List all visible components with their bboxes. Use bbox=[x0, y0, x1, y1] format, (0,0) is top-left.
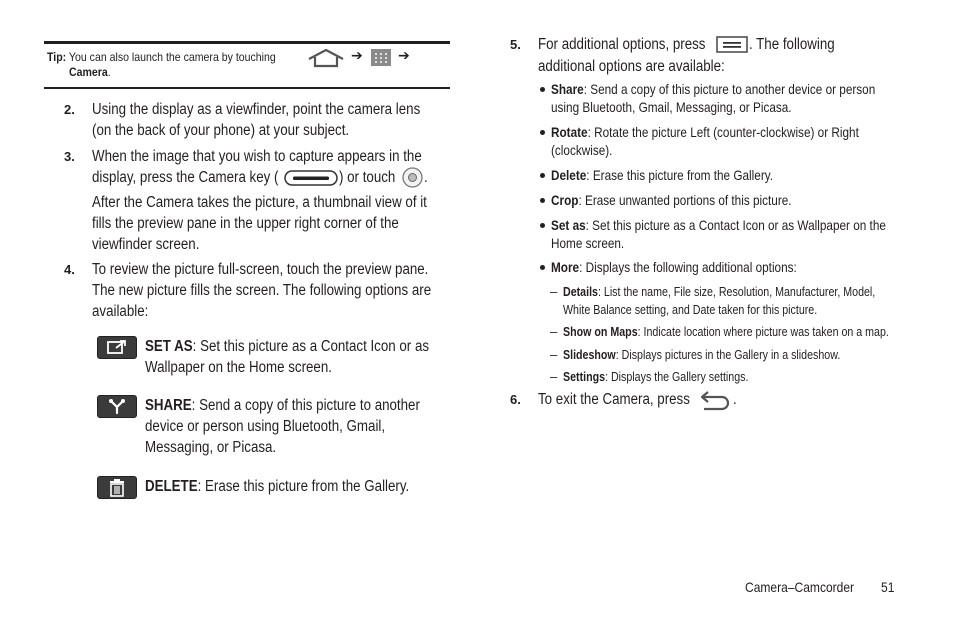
option-share-desc: : Send a copy of this picture to another bbox=[191, 397, 420, 414]
step-6-end: . bbox=[733, 391, 737, 408]
sub-details-line-2: White Balance setting, and Date taken for this picture. bbox=[563, 302, 818, 317]
bullet-rotate-line-2: (clockwise). bbox=[551, 142, 613, 158]
trash-icon bbox=[97, 476, 137, 499]
sub-details-desc: : List the name, File size, Resolution, Manufacturer, Model, bbox=[597, 284, 876, 299]
bullet-delete-line-1 bbox=[551, 166, 773, 184]
option-set-as-desc: : Set this picture as a Contact Icon or as bbox=[192, 338, 430, 355]
sub-dash: – bbox=[550, 324, 558, 339]
step-4-line-2: The new picture fills the screen. The following options are bbox=[92, 282, 432, 299]
option-set-as-line-1 bbox=[145, 336, 429, 357]
bullet-crop-line-1 bbox=[551, 191, 792, 209]
tip-text: You can also launch the camera by touching bbox=[68, 50, 276, 64]
tip-end: . bbox=[107, 65, 111, 79]
step-3-line-2a: display, press the Camera key ( bbox=[92, 169, 279, 186]
bullet-rotate-desc: : Rotate the picture Left (counter-clockwise) or Right bbox=[587, 124, 859, 140]
share-icon bbox=[97, 395, 137, 418]
step-2-number: 2. bbox=[64, 102, 75, 117]
option-delete-desc: : Erase this picture from the Gallery. bbox=[197, 478, 410, 495]
bullet-share-desc: : Send a copy of this picture to another device or person bbox=[583, 81, 876, 97]
bullet-set-as-name: Set as bbox=[551, 217, 586, 233]
bullet-dot bbox=[540, 173, 545, 178]
set-as-icon bbox=[97, 336, 137, 359]
bullet-more-desc: : Displays the following additional options: bbox=[579, 259, 797, 275]
bullet-dot bbox=[540, 198, 545, 203]
step-3-line-2b: ) or touch bbox=[339, 169, 396, 186]
bullet-dot bbox=[540, 130, 545, 135]
step-2-line-1: Using the display as a viewfinder, point the camera lens bbox=[92, 101, 421, 118]
tip-line-2 bbox=[69, 65, 111, 80]
bullet-rotate-name: Rotate bbox=[551, 124, 588, 140]
step-3-para-2-line-1: After the Camera takes the picture, a thumbnail view of it bbox=[92, 194, 427, 211]
back-key-icon bbox=[698, 388, 732, 412]
bullet-set-as-desc: : Set this picture as a Contact Icon or as Wallpaper on the bbox=[585, 217, 886, 233]
step-5-number: 5. bbox=[510, 37, 521, 52]
bullet-share-name: Share bbox=[551, 81, 584, 97]
sub-details-name: Details bbox=[563, 284, 598, 299]
bullet-dot bbox=[540, 87, 545, 92]
sub-settings-name: Settings bbox=[563, 369, 606, 384]
tip-target: Camera bbox=[69, 65, 108, 79]
step-3-number: 3. bbox=[64, 149, 75, 164]
sub-show-on-maps-line-1 bbox=[563, 323, 889, 341]
step-4-number: 4. bbox=[64, 262, 75, 277]
bullet-delete-desc: : Erase this picture from the Gallery. bbox=[586, 167, 774, 183]
bullet-dot bbox=[540, 223, 545, 228]
option-share-line-2: device or person using Bluetooth, Gmail, bbox=[145, 418, 386, 435]
option-share-line-3: Messaging, or Picasa. bbox=[145, 439, 277, 456]
bullet-crop-name: Crop bbox=[551, 192, 579, 208]
bullet-dot bbox=[540, 265, 545, 270]
sub-slideshow-name: Slideshow bbox=[563, 347, 616, 362]
bullet-set-as-line-2: Home screen. bbox=[551, 235, 625, 251]
sub-slideshow-line-1 bbox=[563, 346, 840, 364]
step-3-line-1: When the image that you wish to capture appears in the bbox=[92, 148, 422, 165]
step-4-line-1: To review the picture full-screen, touch the preview pane. bbox=[92, 261, 429, 278]
footer-page-number: 51 bbox=[881, 579, 895, 595]
step-2-line-2: (on the back of your phone) at your subject. bbox=[92, 122, 350, 139]
bullet-delete-name: Delete bbox=[551, 167, 587, 183]
option-delete-line-1 bbox=[145, 476, 409, 497]
step-6-text: To exit the Camera, press bbox=[538, 391, 690, 408]
option-set-as-name: SET AS bbox=[145, 338, 193, 355]
tip-arrow-2: ➔ bbox=[398, 47, 410, 63]
sub-show-on-maps-name: Show on Maps bbox=[563, 324, 638, 339]
step-3-para-2-line-2: fills the preview pane in the upper right corner of the bbox=[92, 215, 399, 232]
sub-settings-line-1 bbox=[563, 368, 748, 386]
bullet-share-line-2: using Bluetooth, Gmail, Messaging, or Picasa. bbox=[551, 99, 792, 115]
sub-details-line-1 bbox=[563, 283, 875, 301]
option-delete-name: DELETE bbox=[145, 478, 198, 495]
apps-grid-icon bbox=[371, 49, 391, 66]
step-3-para-2-line-3: viewfinder screen. bbox=[92, 236, 200, 253]
bullet-crop-desc: : Erase unwanted portions of this picture. bbox=[578, 192, 792, 208]
option-set-as-line-2: Wallpaper on the Home screen. bbox=[145, 359, 332, 376]
camera-key-icon bbox=[284, 170, 338, 186]
step-5-line-1a: For additional options, press bbox=[538, 36, 706, 53]
sub-slideshow-desc: : Displays pictures in the Gallery in a slideshow. bbox=[615, 347, 841, 362]
home-icon bbox=[307, 48, 345, 68]
sub-dash: – bbox=[550, 347, 558, 362]
option-share-line-1 bbox=[145, 395, 420, 416]
step-6-number: 6. bbox=[510, 392, 521, 407]
bullet-share-line-1 bbox=[551, 80, 875, 98]
sub-dash: – bbox=[550, 369, 558, 384]
step-4-line-3: available: bbox=[92, 303, 149, 320]
sub-dash: – bbox=[550, 284, 558, 299]
step-5-line-1b: . The following bbox=[749, 36, 835, 53]
step-3-line-2c: . bbox=[424, 169, 428, 186]
bullet-set-as-line-1 bbox=[551, 216, 886, 234]
tip-arrow-1: ➔ bbox=[351, 47, 363, 63]
menu-key-icon bbox=[716, 36, 748, 53]
tip-line-1 bbox=[47, 50, 276, 65]
bullet-more-name: More bbox=[551, 259, 580, 275]
camera-touch-icon bbox=[402, 167, 423, 188]
step-5-line-2: additional options are available: bbox=[538, 58, 725, 75]
sub-settings-desc: : Displays the Gallery settings. bbox=[605, 369, 749, 384]
tip-bottom-rule bbox=[44, 87, 450, 89]
option-share-name: SHARE bbox=[145, 397, 192, 414]
bullet-more-line-1 bbox=[551, 258, 797, 276]
footer-section: Camera–Camcorder bbox=[745, 579, 855, 595]
bullet-rotate-line-1 bbox=[551, 123, 859, 141]
tip-label: Tip: bbox=[47, 50, 67, 64]
tip-top-rule bbox=[44, 41, 450, 44]
sub-show-on-maps-desc: : Indicate location where picture was taken on a map. bbox=[637, 324, 889, 339]
